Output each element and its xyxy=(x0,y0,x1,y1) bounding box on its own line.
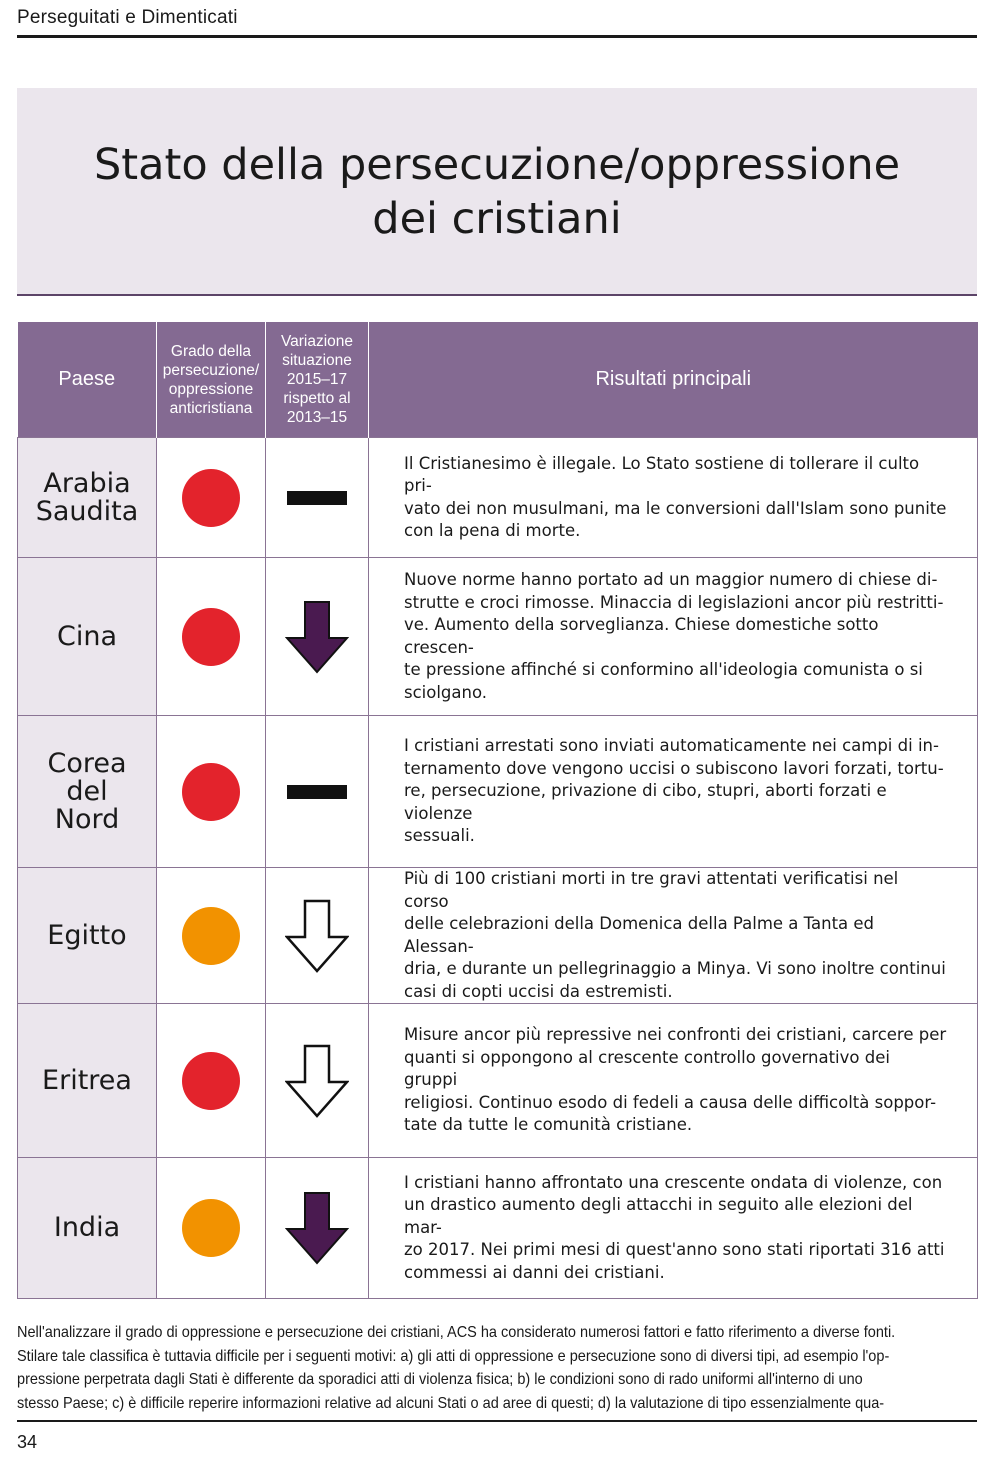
header-rule xyxy=(17,35,977,38)
header-country: Paese xyxy=(18,322,157,438)
result-line: I cristiani arrestati sono inviati automaticamente nei campi di in- xyxy=(404,736,939,756)
table-row xyxy=(18,438,978,558)
title-rule xyxy=(17,294,977,296)
country-name-line: Arabia xyxy=(43,467,131,499)
result-cell xyxy=(369,1004,978,1158)
result-line: sciolgano. xyxy=(404,682,488,702)
variation-cell xyxy=(266,716,369,868)
table-row xyxy=(18,868,978,1004)
result-line: ternamento dove vengono uccisi o subiscono lavori forzati, tortu- xyxy=(404,758,944,778)
header-grade-line: Grado della xyxy=(170,342,252,360)
grade-cell xyxy=(157,558,266,716)
unchanged-dash-icon xyxy=(287,491,347,505)
country-name-line: Corea xyxy=(47,747,127,779)
result-line: un drastico aumento degli attacchi in seguito alle elezioni del mar- xyxy=(404,1195,913,1237)
grade-red-dot-icon xyxy=(182,608,240,666)
title-line-2: dei cristiani xyxy=(372,194,622,244)
header-variation-line: 2015–17 xyxy=(286,371,348,388)
country-cell xyxy=(18,558,157,716)
country-name-line: del xyxy=(66,775,108,807)
footnote-line: Nell'analizzare il grado di oppressione e persecuzione dei cristiani, ACS ha considerato numerosi fattori e fatto riferimento a diverse fonti. xyxy=(17,1324,896,1341)
worsened-strongly-arrow-icon xyxy=(285,600,349,674)
result-line: con la pena di morte. xyxy=(404,521,581,540)
result-line: strutte e croci rimosse. Minaccia di legislazioni ancor più restritti- xyxy=(404,592,944,612)
title-line-1: Stato della persecuzione/oppressione xyxy=(93,140,901,190)
country-cell xyxy=(18,1158,157,1299)
header-variation-line: 2013–15 xyxy=(286,409,348,426)
result-cell xyxy=(369,438,978,558)
country-cell xyxy=(18,438,157,558)
variation-cell xyxy=(266,868,369,1004)
result-line: sessuali. xyxy=(404,826,475,846)
footer-rule xyxy=(17,1420,977,1422)
footnote-line: pressione perpetrata dagli Stati è differente da sporadici atti di violenza fisica; b) le condizioni sono di rado uniformi all'interno di uno xyxy=(17,1371,863,1388)
country-name-line: Saudita xyxy=(35,495,139,527)
header-variation-line: situazione xyxy=(282,352,352,369)
page-number: 34 xyxy=(17,1432,38,1452)
header-variation-line: Variazione xyxy=(280,333,354,350)
result-line: re, persecuzione, privazione di cibo, stupri, aborti forzati e violenze xyxy=(404,781,887,823)
result-cell xyxy=(369,1158,978,1299)
table-row xyxy=(18,716,978,868)
title-box xyxy=(17,88,977,294)
table-row xyxy=(18,1158,978,1299)
table-header-row xyxy=(18,322,978,438)
header-results: Risultati principali xyxy=(369,322,978,438)
grade-red-dot-icon xyxy=(182,469,240,527)
result-line: Più di 100 cristiani morti in tre gravi attentati verificatisi nel corso xyxy=(404,869,899,911)
footnote-line: stesso Paese; c) è difficile reperire informazioni relative ad alcuni Stati o ad aree di questi; d) la valutazione di tipo essenzialmente qua- xyxy=(17,1394,885,1412)
table-row xyxy=(18,558,978,716)
footnote xyxy=(17,1321,979,1415)
header-variation xyxy=(266,322,369,438)
grade-cell xyxy=(157,868,266,1004)
country-cell xyxy=(18,1004,157,1158)
result-line: te pressione affinché si conformino all'ideologia comunista o si xyxy=(404,660,923,679)
country-name-line: Nord xyxy=(54,803,120,835)
variation-cell xyxy=(266,1158,369,1299)
result-cell xyxy=(369,558,978,716)
header-grade-line: persecuzione/ xyxy=(162,361,260,379)
result-line: quanti si oppongono al crescente controllo governativo dei gruppi xyxy=(404,1047,890,1090)
country-name-line: Egitto xyxy=(47,919,127,951)
grade-red-dot-icon xyxy=(182,1052,240,1110)
header-grade-line: oppressione xyxy=(168,380,254,398)
result-line: religiosi. Continuo esodo di fedeli a causa delle difficoltà soppor- xyxy=(404,1092,937,1112)
variation-cell xyxy=(266,438,369,558)
worsened-arrow-icon xyxy=(285,899,349,973)
result-line: zo 2017. Nei primi mesi di quest'anno sono stati riportati 316 atti xyxy=(404,1240,945,1260)
grade-red-dot-icon xyxy=(182,763,240,821)
footnote-line: Stilare tale classifica è tuttavia difficile per i seguenti motivi: a) gli atti di oppressione e persecuzione sono di diversi tipi, ad esempio l'op- xyxy=(17,1347,890,1365)
country-cell xyxy=(18,716,157,868)
grade-orange-dot-icon xyxy=(182,907,240,965)
result-line: I cristiani hanno affrontato una crescente ondata di violenze, con xyxy=(404,1172,943,1192)
table-row xyxy=(18,1004,978,1158)
result-line: Misure ancor più repressive nei confronti dei cristiani, carcere per xyxy=(404,1025,947,1045)
worsened-strongly-arrow-icon xyxy=(285,1191,349,1265)
country-name-line: Cina xyxy=(56,620,117,652)
country-name-line: India xyxy=(53,1212,121,1243)
variation-cell xyxy=(266,1004,369,1158)
result-line: Il Cristianesimo è illegale. Lo Stato sostiene di tollerare il culto pri- xyxy=(404,453,920,495)
result-line: ve. Aumento della sorveglianza. Chiese domestiche sotto crescen- xyxy=(404,615,879,657)
grade-cell xyxy=(157,438,266,558)
result-line: casi di copti uccisi da estremisti. xyxy=(404,981,673,1001)
page-title xyxy=(17,138,977,246)
persecution-table xyxy=(17,322,978,1299)
result-line: dria, e durante un pellegrinaggio a Minya. Vi sono inoltre continui xyxy=(404,959,946,978)
result-line: tate da tutte le comunità cristiane. xyxy=(404,1115,693,1135)
grade-cell xyxy=(157,1158,266,1299)
result-cell xyxy=(369,868,978,1004)
result-cell xyxy=(369,716,978,868)
result-line: vato dei non musulmani, ma le conversioni dall'Islam sono punite xyxy=(404,498,947,518)
grade-orange-dot-icon xyxy=(182,1199,240,1257)
header-grade xyxy=(157,322,266,438)
running-header: Perseguitati e Dimenticati xyxy=(17,7,238,28)
country-cell xyxy=(18,868,157,1004)
grade-cell xyxy=(157,716,266,868)
grade-cell xyxy=(157,1004,266,1158)
worsened-arrow-icon xyxy=(285,1044,349,1118)
header-variation-line: rispetto al xyxy=(283,390,351,407)
result-line: Nuove norme hanno portato ad un maggior numero di chiese di- xyxy=(404,570,938,589)
variation-cell xyxy=(266,558,369,716)
header-grade-line: anticristiana xyxy=(169,399,253,417)
result-line: commessi ai danni dei cristiani. xyxy=(404,1262,665,1282)
unchanged-dash-icon xyxy=(287,785,347,799)
result-line: delle celebrazioni della Domenica della Palme a Tanta ed Alessan- xyxy=(404,914,875,956)
country-name-line: Eritrea xyxy=(42,1064,132,1096)
